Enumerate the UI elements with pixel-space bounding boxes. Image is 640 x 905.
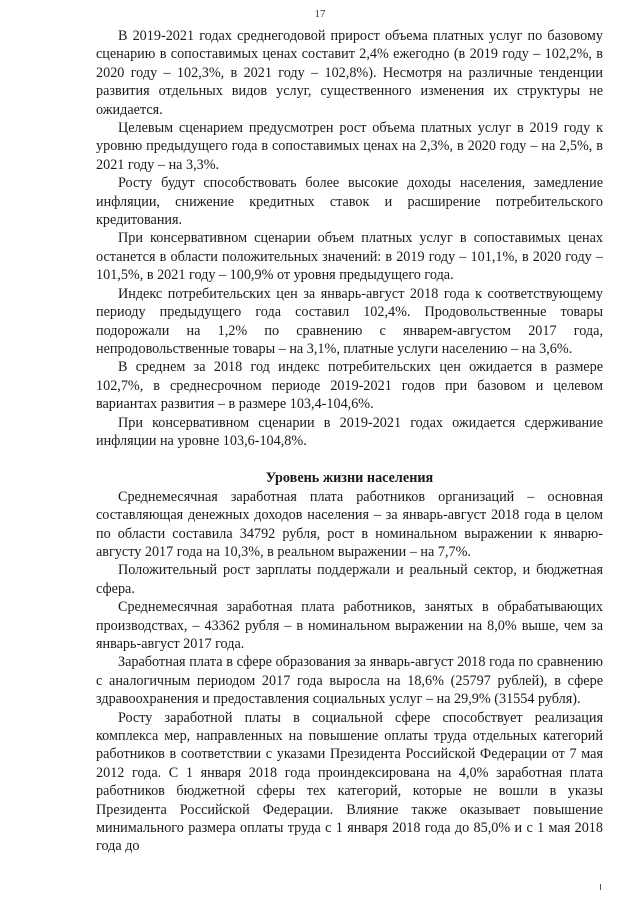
paragraph-paid-services-baseline: В 2019-2021 годах среднегодовой прирост объема платных услуг по базовому сценарию в сопоставимых ценах составит 2,4% ежегодно (в 2019 году – 102,2%, в 2020 году – 102,3%, в 2021 году – 102,8%). Несмотря на различные тенденции развития отдельных видов услуг, существенного изменения их структуры не ожидается. bbox=[96, 28, 603, 118]
paragraph-paid-services-conservative: При консервативном сценарии объем платных услуг в сопоставимых ценах останется в области положительных значений: в 2019 году – 101,1%, в 2020 году – 101,5%, в 2021 году – 100,9% от уровня предыдущего года. bbox=[96, 230, 603, 284]
paragraph-manufacturing-wage: Среднемесячная заработная плата работников, занятых в обрабатывающих производствах, – 43362 рубля – в номинальном выражении на 8,0% выше, чем за январь-август 2017 года. bbox=[96, 599, 603, 652]
paragraph-inflation-conservative: При консервативном сценарии в 2019-2021 годах ожидается сдерживание инфляции на уровне 103,6-104,8%. bbox=[96, 414, 603, 449]
paragraph-average-wage: Среднемесячная заработная плата работников организаций – основная составляющая денежных доходов населения – за январь-август 2018 года в целом по области составила 34792 рубля, рост в номинальном выражении к январю-августу 2017 года на 10,3%, в реальном выражении – на 7,7%. bbox=[96, 488, 603, 560]
page-number: 17 bbox=[314, 8, 326, 20]
scan-mark bbox=[600, 884, 601, 890]
paragraph-cpi-forecast: В среднем за 2018 год индекс потребительских цен ожидается в размере 102,7%, в среднесрочном периоде 2019-2021 годов при базовом и целевом вариантах развития – в размере 103,4-104,6%. bbox=[96, 359, 603, 413]
paragraph-cpi-jan-aug: Индекс потребительских цен за январь-август 2018 года к соответствующему периоду предыдущего года составил 102,4%. Продовольственные товары подорожали на 1,2% по сравнению с январем-августом 2017 года, непродовольственные товары – на 3,1%, платные услуги населению – на 3,6%. bbox=[96, 285, 603, 357]
paragraph-social-sector-wage: Росту заработной платы в социальной сфере способствует реализация комплекса мер, направленных на повышение оплаты труда отдельных категорий работников в соответствии с указами Президента Российской Федерации от 7 мая 2012 года. С 1 января 2018 года проиндексирована на 4,0% заработная плата работников бюджетной сферы тех категорий, которые не вошли в указы Президента Российской Федерации. Влияние также оказывает повышение минимального размера оплаты труда с 1 января 2018 года до 85,0% и с 1 мая 2018 года до bbox=[96, 709, 603, 855]
paragraph-growth-factors: Росту будут способствовать более высокие доходы населения, замедление инфляции, снижение кредитных ставок и расширение потребительского кредитования. bbox=[96, 175, 603, 229]
document-body bbox=[96, 27, 603, 856]
paragraph-education-health-wage: Заработная плата в сфере образования за январь-август 2018 года по сравнению с аналогичным периодом 2017 года выросла на 18,6% (25797 рублей), в сфере здравоохранения и предоставления социальных услуг – на 29,9% (31554 рубля). bbox=[96, 654, 603, 708]
paragraph-wage-growth-support: Положительный рост зарплаты поддержали и реальный сектор, и бюджетная сфера. bbox=[96, 562, 603, 597]
paragraph-paid-services-target: Целевым сценарием предусмотрен рост объема платных услуг в 2019 году к уровню предыдущего года в сопоставимых ценах на 2,3%, в 2020 году – на 2,5%, в 2021 году – на 3,3%. bbox=[96, 120, 603, 173]
section-heading: Уровень жизни населения bbox=[265, 470, 434, 487]
